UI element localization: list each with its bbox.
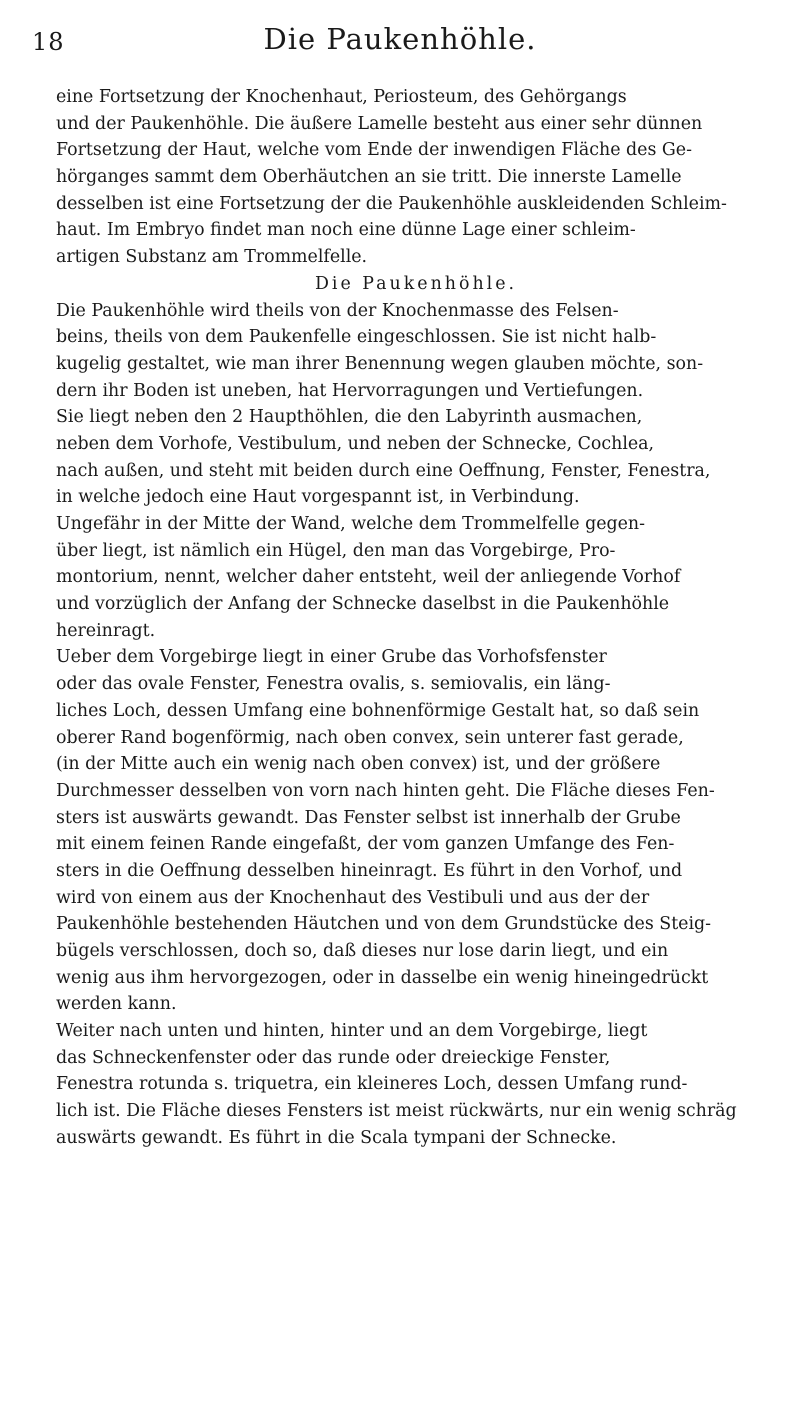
text-line: haut. Im Embryo findet man noch eine dünne Lage einer schleim- <box>56 220 636 241</box>
text-line: artigen Substanz am Trommelfelle. <box>56 247 368 268</box>
text-line: und vorzüglich der Anfang der Schnecke daselbst in die Paukenhöhle <box>56 594 670 615</box>
text-line: wenig aus ihm hervorgezogen, oder in dasselbe ein wenig hineingedrückt <box>56 967 709 988</box>
text-line: hörganges sammt dem Oberhäutchen an sie tritt. Die innerste Lamelle <box>56 167 682 188</box>
text-line: sters ist auswärts gewandt. Das Fenster selbst ist innerhalb der Grube <box>56 807 681 828</box>
running-title: Die Paukenhöhle. <box>263 22 537 56</box>
page-number: 18 <box>32 28 65 56</box>
text-line: montorium, nennt, welcher daher entsteht, weil der anliegende Vorhof <box>56 567 681 588</box>
text-line: Ueber dem Vorgebirge liegt in einer Grube das Vorhofsfenster <box>56 647 607 668</box>
text-line: über liegt, ist nämlich ein Hügel, den man das Vorgebirge, Pro- <box>56 540 616 561</box>
text-line: Fenestra rotunda s. triquetra, ein kleineres Loch, dessen Umfang rund- <box>56 1074 688 1095</box>
text-line: oder das ovale Fenster, Fenestra ovalis, s. semiovalis, ein läng- <box>56 674 611 695</box>
text-line: nach außen, und steht mit beiden durch eine Oeffnung, Fenster, Fenestra, <box>56 460 711 481</box>
text-line: desselben ist eine Fortsetzung der die Paukenhöhle auskleidenden Schleim- <box>56 193 727 214</box>
text-line: das Schneckenfenster oder das runde oder dreieckige Fenster, <box>56 1047 611 1068</box>
text-line: eine Fortsetzung der Knochenhaut, Periosteum, des Gehörgangs <box>56 87 627 107</box>
text-line: bügels verschlossen, doch so, daß dieses nur lose darin liegt, und ein <box>56 941 669 961</box>
text-line: auswärts gewandt. Es führt in die Scala tympani der Schnecke. <box>56 1127 617 1148</box>
text-line: liches Loch, dessen Umfang eine bohnenförmige Gestalt hat, so daß sein <box>56 700 700 721</box>
text-line: und der Paukenhöhle. Die äußere Lamelle besteht aus einer sehr dünnen <box>56 113 703 134</box>
text-line: neben dem Vorhofe, Vestibulum, und neben der Schnecke, Cochlea, <box>56 433 655 454</box>
text-line: (in der Mitte auch ein wenig nach oben convex) ist, und der größere <box>56 754 661 775</box>
section-heading: Die Paukenhöhle. <box>314 273 518 294</box>
text-line: mit einem feinen Rande eingefaßt, der vom ganzen Umfange des Fen- <box>56 834 675 855</box>
text-line: oberer Rand bogenförmig, nach oben convex, sein unterer fast gerade, <box>56 727 684 748</box>
text-line: lich ist. Die Fläche dieses Fensters ist meist rückwärts, nur ein wenig schräg <box>56 1101 737 1122</box>
text-line: Fortsetzung der Haut, welche vom Ende der inwendigen Fläche des Ge- <box>56 140 692 161</box>
text-line: Weiter nach unten und hinten, hinter und an dem Vorgebirge, liegt <box>56 1021 648 1042</box>
text-line: hereinragt. <box>56 620 156 641</box>
text-line: werden kann. <box>56 994 177 1015</box>
text-line: sters in die Oeffnung desselben hineinragt. Es führt in den Vorhof, und <box>56 860 683 881</box>
text-line: Sie liegt neben den 2 Haupthöhlen, die den Labyrinth ausmachen, <box>56 407 643 428</box>
text-line: Paukenhöhle bestehenden Häutchen und von dem Grundstücke des Steig- <box>56 914 712 935</box>
text-line: wird von einem aus der Knochenhaut des Vestibuli und aus der der <box>56 887 650 908</box>
text-line: Durchmesser desselben von vorn nach hinten geht. Die Fläche dieses Fen- <box>56 780 715 801</box>
text-line: Die Paukenhöhle wird theils von der Knochenmasse des Felsen- <box>56 300 619 321</box>
text-line: kugelig gestaltet, wie man ihrer Benennung wegen glauben möchte, son- <box>56 353 704 374</box>
body-text <box>56 84 776 1152</box>
text-line: Ungefähr in der Mitte der Wand, welche dem Trommelfelle gegen- <box>56 514 645 534</box>
text-line: dern ihr Boden ist uneben, hat Hervorragungen und Vertiefungen. <box>56 380 644 401</box>
page-header <box>32 22 768 62</box>
text-line: beins, theils von dem Paukenfelle eingeschlossen. Sie ist nicht halb- <box>56 327 657 348</box>
text-line: in welche jedoch eine Haut vorgespannt ist, in Verbindung. <box>56 487 580 508</box>
